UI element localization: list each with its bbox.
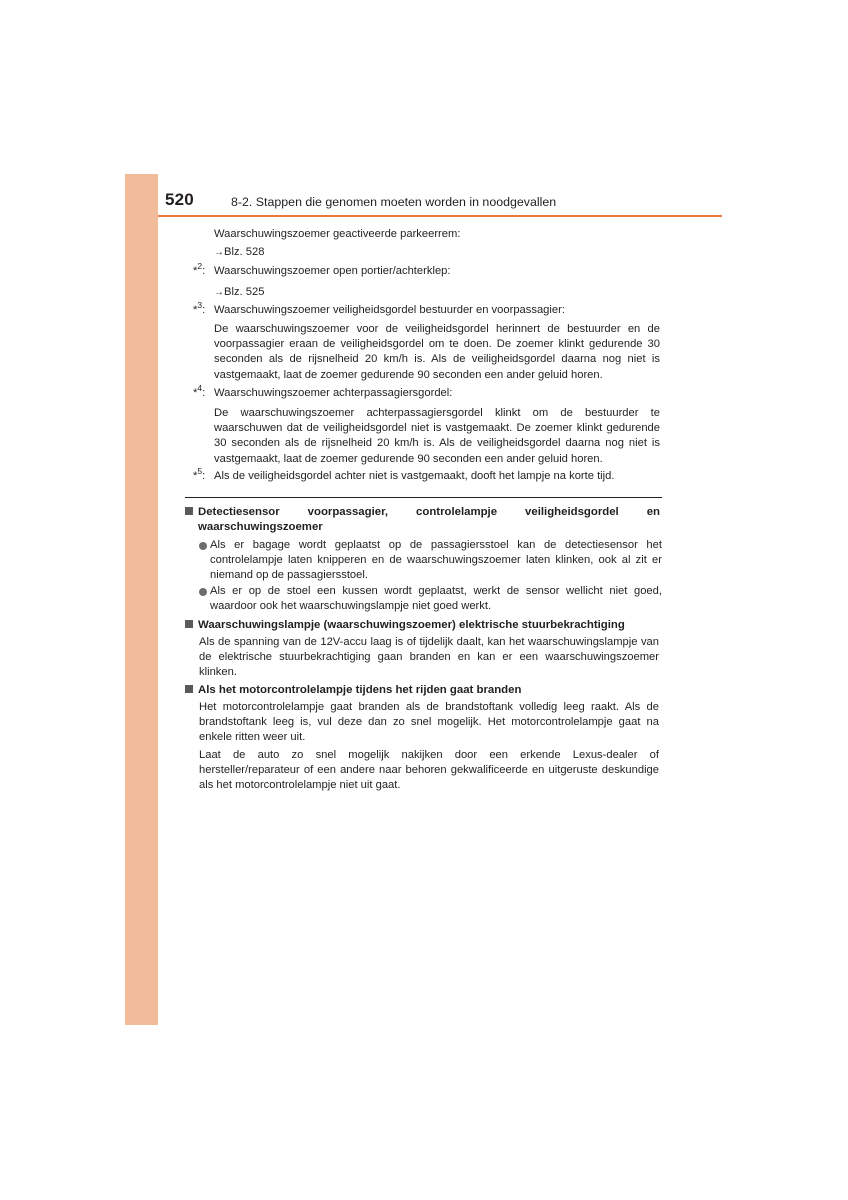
square-bullet-icon <box>185 685 193 693</box>
footnote-2-text: Waarschuwingszoemer open portier/achterklep: <box>214 265 451 277</box>
footnote-1-text: Waarschuwingszoemer geactiveerde parkeerrem: <box>214 228 461 240</box>
square-bullet-icon <box>185 620 193 628</box>
footnote-3-body: De waarschuwingszoemer voor de veiligheidsgordel herinnert de bestuurder en de voorpassagier eraan de veiligheidsgordel om te doen. De zoemer klinkt gedurende 30 seconden als de rijsnelheid 20 km/h is. Als de veiligheidsgordel daarna nog niet is vastgemaakt, laat de zoemer gedurende 90 seconden een ander geluid horen. <box>214 323 660 381</box>
arrow-right-icon: → <box>214 247 224 258</box>
footnote-2-label: *$^2$: <box>193 261 206 277</box>
section-title: 8-2. Stappen die genomen moeten worden in noodgevallen <box>231 195 557 209</box>
page-reference: Blz. 528 <box>224 246 265 258</box>
section-1-heading-text: Detectiesensor voorpassagier, controlelampje veiligheidsgordel en waarschuwingszoemer <box>198 506 660 534</box>
footnote-5-text: Als de veiligheidsgordel achter niet is vastgemaakt, dooft het lampje na korte tijd. <box>214 470 615 482</box>
footnote-4-text: Waarschuwingszoemer achterpassagiersgordel: <box>214 387 453 399</box>
footnote-4-label: *$^4$: <box>193 383 206 399</box>
arrow-right-icon: → <box>214 287 224 298</box>
footnote-3-label: *$^3$: <box>193 300 206 316</box>
section-3-heading-text: Als het motorcontrolelampje tijdens het rijden gaat branden <box>198 684 522 696</box>
footnote-4-body: De waarschuwingszoemer achterpassagiersgordel klinkt om de bestuurder te waarschuwen dat de veiligheidsgordel niet is vastgemaakt. De zoemer klinkt gedurende 30 seconden als de rijsnelheid 20 km/h is. Als de veiligheidsgordel daarna nog niet is vastgemaakt, laat de zoemer gedurende 90 seconden een ander geluid horen. <box>214 407 660 465</box>
section-divider <box>185 497 662 498</box>
circle-bullet-icon <box>199 542 207 550</box>
header-divider <box>158 215 722 217</box>
section-2-heading-text: Waarschuwingslampje (waarschuwingszoemer) elektrische stuurbekrachtiging <box>198 619 625 631</box>
page-number: 520 <box>165 190 194 209</box>
footnote-5-label: *$^5$: <box>193 466 206 482</box>
section-2-heading <box>185 618 660 633</box>
section-1-heading <box>185 505 660 535</box>
circle-bullet-icon <box>199 588 207 596</box>
section-3-paragraph-1: Het motorcontrolelampje gaat branden als de brandstoftank volledig leeg raakt. Als de brandstoftank leeg is, vul deze dan zo snel mogelijk. Het motorcontrolelampje gaat na enkele ritten weer uit. <box>199 701 659 744</box>
section-1-bullet-2: Als er op de stoel een kussen wordt geplaatst, werkt de sensor wellicht niet goed, waardoor ook het waarschuwingslampje niet goed werkt. <box>199 584 662 614</box>
footnote-1-ref <box>214 245 264 260</box>
square-bullet-icon <box>185 507 193 515</box>
footnote-2-ref <box>214 285 264 300</box>
footnote-3-text: Waarschuwingszoemer veiligheidsgordel bestuurder en voorpassagier: <box>214 304 565 316</box>
section-3-heading <box>185 683 660 698</box>
page-reference: Blz. 525 <box>224 286 265 298</box>
section-2-paragraph: Als de spanning van de 12V-accu laag is of tijdelijk daalt, kan het waarschuwingslampje van de elektrische stuurbekrachtiging gaan branden en kan er een waarschuwingszoemer klinken. <box>199 636 659 679</box>
section-1-bullet-1: Als er bagage wordt geplaatst op de passagiersstoel kan de detectiesensor het controlelampje laten knipperen en de waarschuwingszoemer laten klinken, ook al zit er niemand op de passagiersstoel. <box>199 538 662 584</box>
side-tab-band <box>125 174 158 1025</box>
section-3-paragraph-2: Laat de auto zo snel mogelijk nakijken door een erkende Lexus-dealer of hersteller/reparateur of een andere naar behoren gekwalificeerde en uitgeruste deskundige als het motorcontrolelampje niet uit gaat. <box>199 749 659 792</box>
